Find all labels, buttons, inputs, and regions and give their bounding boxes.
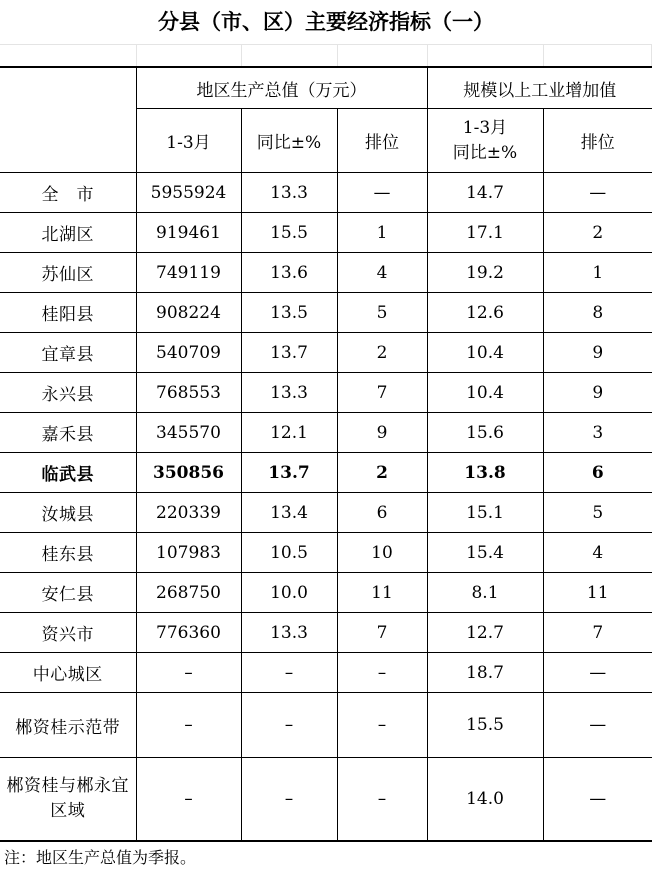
header-gdp-yoy: 同比±%	[241, 109, 337, 173]
gdp-yoy-cell: –	[241, 758, 337, 842]
region-name-cell: 永兴县	[0, 373, 136, 413]
gdp-value-cell: 220339	[136, 493, 241, 533]
gdp-value-cell: 908224	[136, 293, 241, 333]
industry-rank-cell: —	[543, 653, 652, 693]
table-row	[0, 413, 652, 453]
region-name-cell: 安仁县	[0, 573, 136, 613]
table-row	[0, 213, 652, 253]
header-gdp-group: 地区生产总值（万元）	[136, 67, 427, 109]
region-name-cell: 郴资桂与郴永宜区域	[0, 758, 136, 842]
header-row-1	[0, 67, 652, 109]
region-name-cell: 苏仙区	[0, 253, 136, 293]
gdp-value-cell: 345570	[136, 413, 241, 453]
table-row	[0, 758, 652, 842]
industry-yoy-cell: 19.2	[427, 253, 543, 293]
indicator-table	[0, 66, 652, 842]
industry-rank-cell: 3	[543, 413, 652, 453]
table-row	[0, 693, 652, 758]
table-row	[0, 613, 652, 653]
industry-yoy-cell: 14.0	[427, 758, 543, 842]
gdp-rank-cell: 10	[337, 533, 427, 573]
footnote: 注：地区生产总值为季报。	[4, 848, 197, 867]
region-name-cell: 临武县	[0, 453, 136, 493]
region-name-cell: 桂东县	[0, 533, 136, 573]
gdp-value-cell: 776360	[136, 613, 241, 653]
gdp-yoy-cell: 12.1	[241, 413, 337, 453]
gdp-yoy-cell: 13.7	[241, 333, 337, 373]
table-row	[0, 653, 652, 693]
table-row	[0, 373, 652, 413]
table-title: 分县（市、区）主要经济指标（一）	[158, 9, 494, 34]
industry-yoy-cell: 15.4	[427, 533, 543, 573]
industry-yoy-cell: 17.1	[427, 213, 543, 253]
gdp-yoy-cell: 13.4	[241, 493, 337, 533]
table-row	[0, 173, 652, 213]
gdp-value-cell: 268750	[136, 573, 241, 613]
industry-yoy-cell: 15.5	[427, 693, 543, 758]
gdp-value-cell: 919461	[136, 213, 241, 253]
industry-yoy-cell: 15.6	[427, 413, 543, 453]
gdp-rank-cell: —	[337, 173, 427, 213]
table-row	[0, 573, 652, 613]
region-name-cell: 桂阳县	[0, 293, 136, 333]
gdp-rank-cell: 9	[337, 413, 427, 453]
industry-rank-cell: 6	[543, 453, 652, 493]
gdp-value-cell: –	[136, 693, 241, 758]
header-industry-rank: 排位	[543, 109, 652, 173]
header-industry-group: 规模以上工业增加值	[427, 67, 652, 109]
industry-rank-cell: —	[543, 693, 652, 758]
gdp-yoy-cell: –	[241, 653, 337, 693]
gdp-value-cell: –	[136, 653, 241, 693]
gdp-yoy-cell: 13.3	[241, 173, 337, 213]
gdp-yoy-cell: 13.3	[241, 373, 337, 413]
header-gdp-rank: 排位	[337, 109, 427, 173]
gdp-yoy-cell: 13.7	[241, 453, 337, 493]
industry-yoy-cell: 12.6	[427, 293, 543, 333]
industry-rank-cell: 4	[543, 533, 652, 573]
industry-rank-cell: —	[543, 173, 652, 213]
spreadsheet-grid-strip	[0, 44, 652, 67]
gdp-yoy-cell: 13.6	[241, 253, 337, 293]
industry-yoy-cell: 8.1	[427, 573, 543, 613]
gdp-value-cell: 107983	[136, 533, 241, 573]
gdp-rank-cell: 6	[337, 493, 427, 533]
gdp-value-cell: 5955924	[136, 173, 241, 213]
gdp-rank-cell: –	[337, 693, 427, 758]
region-name-cell: 中心城区	[0, 653, 136, 693]
gdp-rank-cell: 5	[337, 293, 427, 333]
region-name-cell: 郴资桂示范带	[0, 693, 136, 758]
table-row	[0, 253, 652, 293]
table-row	[0, 333, 652, 373]
industry-rank-cell: 11	[543, 573, 652, 613]
header-industry-yoy: 同比±%	[452, 142, 518, 163]
gdp-rank-cell: 7	[337, 613, 427, 653]
gdp-rank-cell: 4	[337, 253, 427, 293]
header-industry-period-yoy	[427, 109, 543, 173]
region-name-cell: 全 市	[0, 173, 136, 213]
header-gdp-period: 1-3月	[136, 109, 241, 173]
gdp-rank-cell: 2	[337, 333, 427, 373]
gdp-rank-cell: 7	[337, 373, 427, 413]
gdp-yoy-cell: 13.3	[241, 613, 337, 653]
region-name-cell: 宜章县	[0, 333, 136, 373]
header-industry-period: 1-3月	[462, 117, 508, 138]
gdp-rank-cell: 11	[337, 573, 427, 613]
gdp-rank-cell: 1	[337, 213, 427, 253]
gdp-yoy-cell: 15.5	[241, 213, 337, 253]
gdp-value-cell: 540709	[136, 333, 241, 373]
gdp-value-cell: 768553	[136, 373, 241, 413]
gdp-value-cell: –	[136, 758, 241, 842]
table-row	[0, 293, 652, 333]
gdp-yoy-cell: 13.5	[241, 293, 337, 333]
table-row	[0, 533, 652, 573]
region-name-cell: 北湖区	[0, 213, 136, 253]
table-row	[0, 453, 652, 493]
industry-rank-cell: 7	[543, 613, 652, 653]
industry-rank-cell: 1	[543, 253, 652, 293]
industry-rank-cell: 2	[543, 213, 652, 253]
industry-yoy-cell: 15.1	[427, 493, 543, 533]
industry-rank-cell: 9	[543, 373, 652, 413]
industry-rank-cell: —	[543, 758, 652, 842]
gdp-value-cell: 749119	[136, 253, 241, 293]
gdp-yoy-cell: 10.0	[241, 573, 337, 613]
gdp-rank-cell: –	[337, 758, 427, 842]
gdp-rank-cell: –	[337, 653, 427, 693]
header-corner-cell	[0, 67, 136, 173]
industry-yoy-cell: 14.7	[427, 173, 543, 213]
table-row	[0, 493, 652, 533]
region-name-cell: 汝城县	[0, 493, 136, 533]
gdp-yoy-cell: 10.5	[241, 533, 337, 573]
industry-rank-cell: 8	[543, 293, 652, 333]
region-name-cell: 嘉禾县	[0, 413, 136, 453]
industry-rank-cell: 5	[543, 493, 652, 533]
industry-yoy-cell: 10.4	[427, 373, 543, 413]
gdp-rank-cell: 2	[337, 453, 427, 493]
industry-rank-cell: 9	[543, 333, 652, 373]
industry-yoy-cell: 13.8	[427, 453, 543, 493]
industry-yoy-cell: 12.7	[427, 613, 543, 653]
region-name-cell: 资兴市	[0, 613, 136, 653]
industry-yoy-cell: 18.7	[427, 653, 543, 693]
gdp-yoy-cell: –	[241, 693, 337, 758]
gdp-value-cell: 350856	[136, 453, 241, 493]
industry-yoy-cell: 10.4	[427, 333, 543, 373]
